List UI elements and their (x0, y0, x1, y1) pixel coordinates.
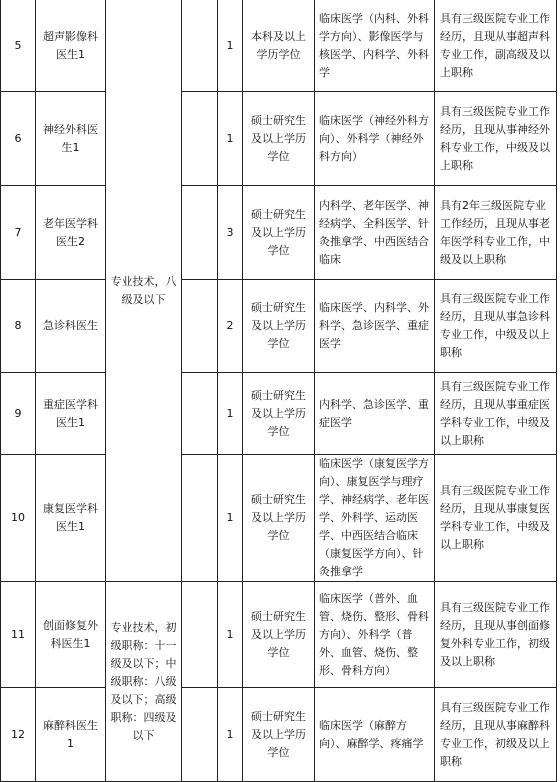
table-row (1, 186, 557, 280)
education-requirement: 硕士研究生及以上学历学位 (243, 688, 315, 782)
empty-cell (182, 455, 218, 582)
hiring-count: 1 (218, 92, 243, 186)
level-group-cell: 专业技术，初级职称：十一级及以下；中级职称：八级及以下；高级职称：四级及以下 (106, 582, 182, 782)
post-name: 急诊科医生 (36, 280, 106, 373)
post-name: 超声影像科医生1 (36, 0, 106, 92)
major-requirement: 内科学、老年医学、神经病学、全科医学、针灸推拿学、中西医结合临床 (315, 186, 435, 280)
hiring-count: 1 (218, 373, 243, 455)
post-name: 创面修复外科医生1 (36, 582, 106, 688)
row-number: 7 (1, 186, 36, 280)
hiring-count: 2 (218, 280, 243, 373)
empty-cell (182, 0, 218, 92)
post-name: 重症医学科医生1 (36, 373, 106, 455)
education-requirement: 硕士研究生及以上学历学位 (243, 186, 315, 280)
empty-cell (182, 92, 218, 186)
table-row (1, 280, 557, 373)
row-number: 6 (1, 92, 36, 186)
education-requirement: 硕士研究生及以上学历学位 (243, 455, 315, 582)
table-row (1, 688, 557, 782)
education-requirement: 硕士研究生及以上学历学位 (243, 373, 315, 455)
table-row (1, 0, 557, 92)
row-number: 10 (1, 455, 36, 582)
table-row (1, 582, 557, 688)
empty-cell (182, 373, 218, 455)
other-requirement: 具有三级医院专业工作经历，且现从事创面修复外科专业工作，初级及以上职称 (435, 582, 557, 688)
empty-cell (182, 688, 218, 782)
major-requirement: 临床医学（康复医学方向）、康复医学与理疗学、神经病学、老年医学、外科学、运动医学、中西医结合临床（康复医学方向）、针灸推拿学 (315, 455, 435, 582)
hiring-count: 1 (218, 688, 243, 782)
post-name: 老年医学科医生2 (36, 186, 106, 280)
row-number: 12 (1, 688, 36, 782)
other-requirement: 具有三级医院专业工作经历，且现从事重症医学科专业工作，中级及以上职称 (435, 373, 557, 455)
other-requirement: 具有三级医院专业工作经历，且现从事急诊科专业工作，中级及以上职称 (435, 280, 557, 373)
major-requirement: 临床医学、内科学、外科学、急诊医学、重症医学 (315, 280, 435, 373)
row-number: 11 (1, 582, 36, 688)
post-name: 神经外科医生1 (36, 92, 106, 186)
empty-cell (182, 186, 218, 280)
empty-cell (182, 280, 218, 373)
major-requirement: 临床医学（普外、血管、烧伤、整形、骨科方向）、外科学（普外、血管、烧伤、整形、骨科方向） (315, 582, 435, 688)
table-row (1, 455, 557, 582)
other-requirement: 具有三级医院专业工作经历，且现从事超声科专业工作，副高级及以上职称 (435, 0, 557, 92)
major-requirement: 临床医学（神经外科方向）、外科学（神经外科方向） (315, 92, 435, 186)
major-requirement: 临床医学（内科、外科学方向）、影像医学与核医学、内科学、外科学 (315, 0, 435, 92)
row-number: 9 (1, 373, 36, 455)
table-row (1, 92, 557, 186)
education-requirement: 硕士研究生及以上学历学位 (243, 582, 315, 688)
major-requirement: 临床医学（麻醉方向）、麻醉学、疼痛学 (315, 688, 435, 782)
row-number: 8 (1, 280, 36, 373)
post-name: 麻醉科医生1 (36, 688, 106, 782)
other-requirement: 具有三级医院专业工作经历，且现从事神经外科专业工作，中级及以上职称 (435, 92, 557, 186)
major-requirement: 内科学、急诊医学、重症医学 (315, 373, 435, 455)
row-number: 5 (1, 0, 36, 92)
education-requirement: 硕士研究生及以上学历学位 (243, 92, 315, 186)
other-requirement: 具有2年三级医院专业工作经历，且现从事老年医学科专业工作，中级及以上职称 (435, 186, 557, 280)
education-requirement: 硕士研究生及以上学历学位 (243, 280, 315, 373)
empty-cell (182, 582, 218, 688)
hiring-count: 1 (218, 0, 243, 92)
table-row (1, 373, 557, 455)
level-group-cell: 专业技术，八级及以下 (106, 0, 182, 582)
hiring-count: 1 (218, 455, 243, 582)
other-requirement: 具有三级医院专业工作经历，且现从事康复医学科专业工作，中级及以上职称 (435, 455, 557, 582)
other-requirement: 具有三级医院专业工作经历，且现从事麻醉科专业工作，初级及以上职称 (435, 688, 557, 782)
post-name: 康复医学科医生1 (36, 455, 106, 582)
hiring-count: 1 (218, 582, 243, 688)
education-requirement: 本科及以上学历学位 (243, 0, 315, 92)
hiring-count: 3 (218, 186, 243, 280)
